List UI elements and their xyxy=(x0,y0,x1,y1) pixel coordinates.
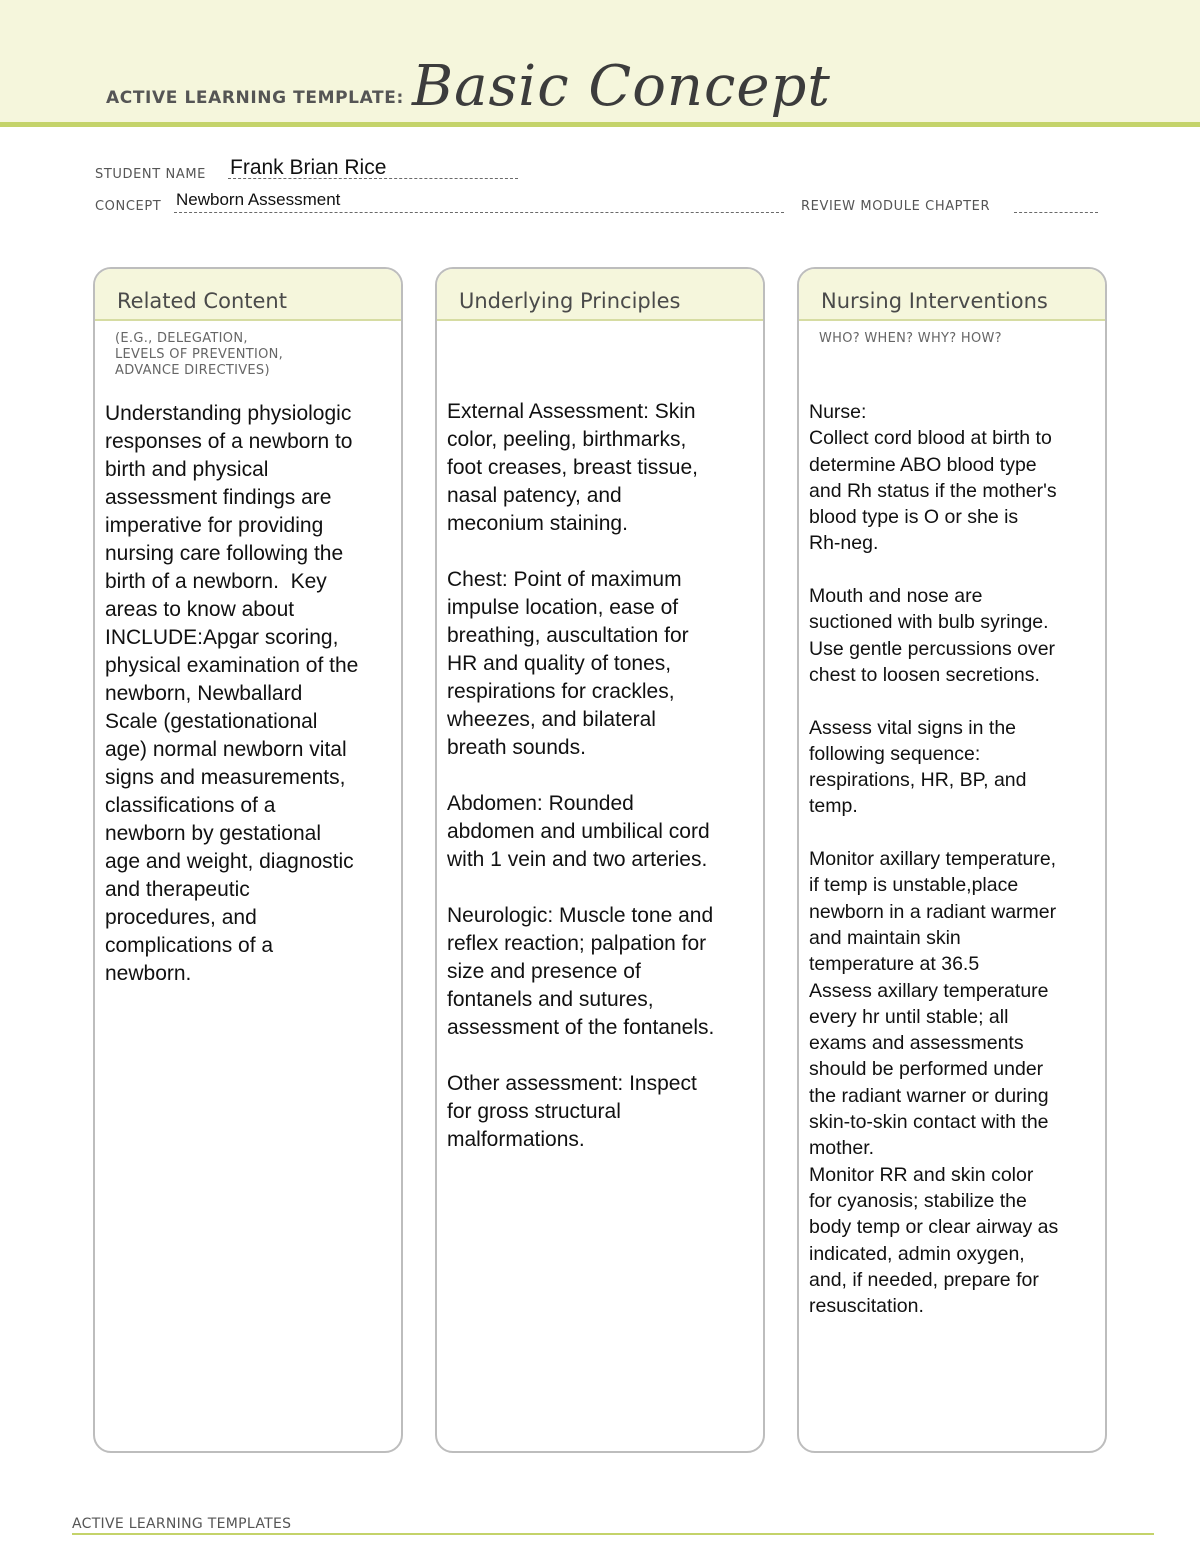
review-module-underline xyxy=(1014,212,1098,213)
related-content-header xyxy=(95,269,401,321)
header-divider xyxy=(0,122,1200,127)
related-content-hint: (E.G., DELEGATION, LEVELS OF PREVENTION, ADVANCE DIRECTIVES) xyxy=(115,331,284,378)
nursing-interventions-body[interactable]: Nurse: Collect cord blood at birth to determine ABO blood type and Rh status if the mother's blood type is O or she is Rh-neg. Mouth and nose are suctioned with bulb syringe. Use gentle percussions over chest to loosen secretions. Assess vital signs in the following sequence: respirations, HR, BP, and temp. Monitor axillary temperature, if temp is unstable,place newborn in a radiant warmer and maintain skin temperature at 36.5 Assess axillary temperature every hr until stable; all exams and assessments should be performed under the radiant warner or during skin-to-skin contact with the mother. Monitor RR and skin color for cyanosis; stabilize the body temp or clear airway as indicated, admin oxygen, and, if needed, prepare for resuscitation. xyxy=(809,401,1059,1318)
student-name-underline xyxy=(228,178,518,179)
related-content-title: Related Content xyxy=(117,289,287,313)
review-module-label: REVIEW MODULE CHAPTER xyxy=(801,199,991,214)
underlying-principles-panel xyxy=(435,267,765,1453)
related-content-panel xyxy=(93,267,403,1453)
nursing-interventions-panel xyxy=(797,267,1107,1453)
template-label: ACTIVE LEARNING TEMPLATE: xyxy=(106,88,404,108)
concept-label: CONCEPT xyxy=(95,199,162,214)
nursing-interventions-header xyxy=(799,269,1105,321)
underlying-principles-body[interactable]: External Assessment: Skin color, peeling, birthmarks, foot creases, breast tissue, nasal patency, and meconium staining. Chest: Point of maximum impulse location, ease of breathing, auscultation for HR and quality of tones, respirations for crackles, wheezes, and bilateral breath sounds. Abdomen: Rounded abdomen and umbilical cord with 1 vein and two arteries. Neurologic: Muscle tone and reflex reaction; palpation for size and presence of fontanels and sutures, assessment of the fontanels. Other assessment: Inspect for gross structural malformations. xyxy=(447,400,715,1151)
student-name-label: STUDENT NAME xyxy=(95,167,206,182)
nursing-interventions-title: Nursing Interventions xyxy=(821,289,1048,313)
related-content-body[interactable]: Understanding physiologic responses of a newborn to birth and physical assessment findings are imperative for providing nursing care following the birth of a newborn. Key areas to know about INCLUDE:Apgar scoring, physical examination of the newborn, Newballard Scale (gestationational age) normal newborn vital signs and measurements, classifications of a newborn by gestational age and weight, diagnostic and therapeutic procedures, and complications of a newborn. xyxy=(105,402,359,985)
student-name-field[interactable]: Frank Brian Rice xyxy=(230,156,387,179)
template-title: Basic Concept xyxy=(412,54,831,119)
underlying-principles-title: Underlying Principles xyxy=(459,289,681,313)
underlying-principles-header xyxy=(437,269,763,321)
footer-divider xyxy=(72,1533,1154,1535)
footer-label: ACTIVE LEARNING TEMPLATES xyxy=(72,1516,292,1532)
concept-underline xyxy=(174,212,784,213)
concept-field[interactable]: Newborn Assessment xyxy=(176,190,341,209)
nursing-interventions-hint: WHO? WHEN? WHY? HOW? xyxy=(819,331,1002,346)
